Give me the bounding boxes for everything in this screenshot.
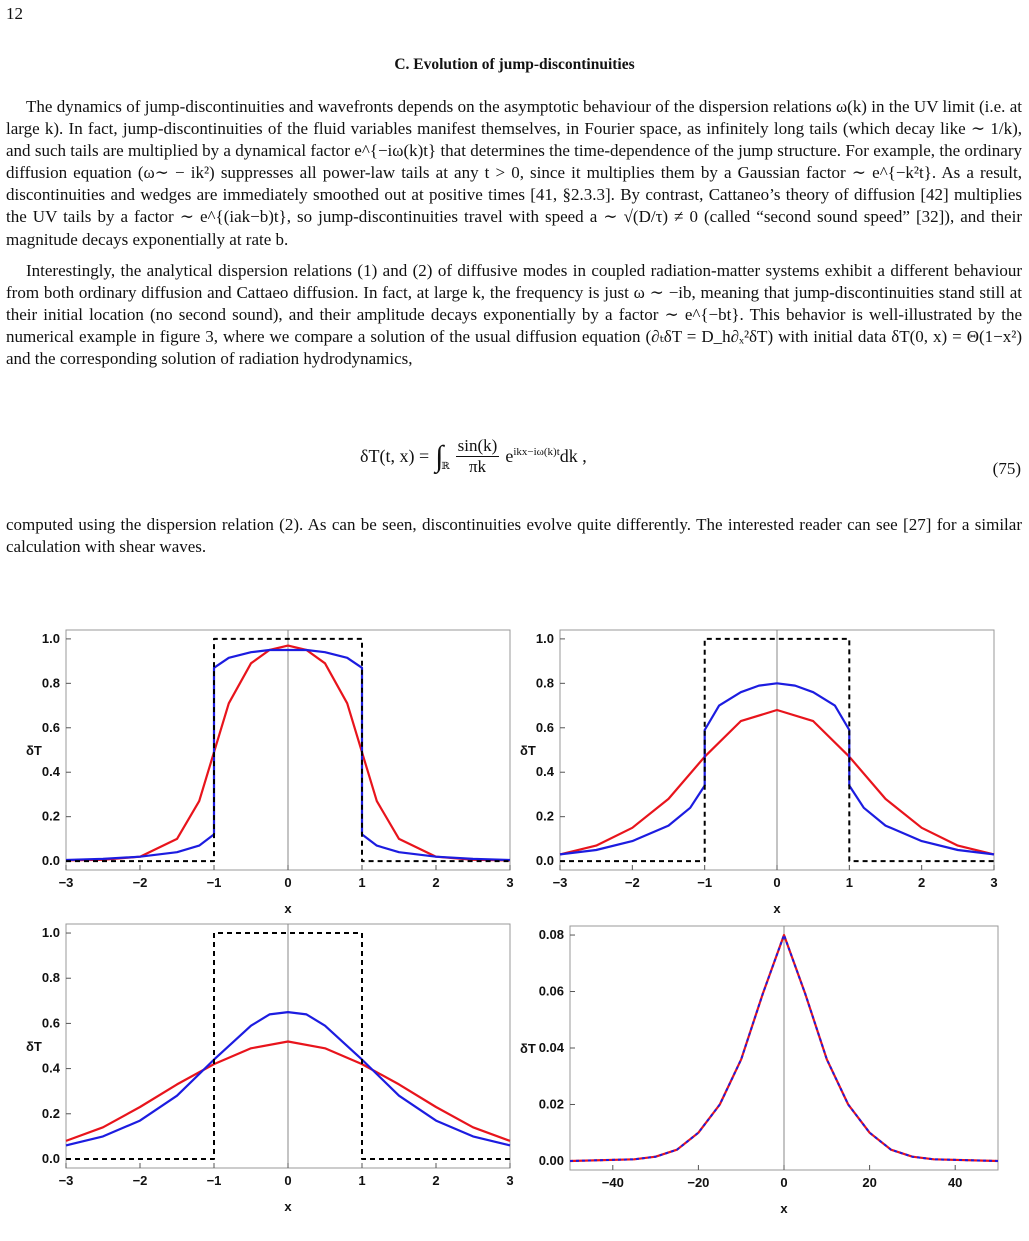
integral-domain: ℝ <box>441 460 450 472</box>
x-tick-label: −40 <box>601 1175 624 1190</box>
y-tick-label: 0.2 <box>535 808 554 824</box>
x-tick-label: 0 <box>773 875 781 890</box>
x-tick-label: 0 <box>284 1173 292 1188</box>
x-tick-label: −2 <box>132 1173 148 1188</box>
x-tick-label: 2 <box>432 875 440 890</box>
exponent: ikx−iω(k)t <box>513 446 560 458</box>
y-tick-label: 0.6 <box>41 1015 60 1031</box>
y-tick-label: 0.00 <box>538 1152 564 1168</box>
y-tick-label: 0.0 <box>41 853 60 869</box>
y-tick-label: 0.4 <box>41 1060 60 1076</box>
paragraph-dispersion-relations: Interestingly, the analytical dispersion relations (1) and (2) of diffusive modes in coupled radiation-matter systems exhibit a different behaviour from both ordinary diffusion and Cattaeo diffusion. In fact, at large k, the frequency is just ω ∼ −ib, meaning that jump-discontinuities stand still at their initial location (no second sound), and their amplitude decays exponentially by a factor ∼ e^{−bt}. This behavior is well-illustrated by the numerical example in figure 3, where we compare a solution of the usual diffusion equation (∂ₜδT = D_h∂ₓ²δT) with initial data δT(0, x) = Θ(1−x²) and the corresponding solution of radiation hydrodynamics, <box>6 261 1022 369</box>
chart-bottom-left-svg <box>20 920 515 1238</box>
page-number: 12 <box>6 4 23 23</box>
x-tick-label: −1 <box>206 875 222 890</box>
x-tick-label: −1 <box>697 875 713 890</box>
y-tick-label: 1.0 <box>535 630 554 646</box>
y-tick-label: 0.04 <box>538 1040 564 1055</box>
chart-top-left-svg <box>20 626 515 918</box>
x-tick-label: −20 <box>687 1175 710 1190</box>
x-tick-label: −3 <box>552 875 568 890</box>
x-tick-label: −3 <box>58 875 74 890</box>
x-axis-label: x <box>284 901 292 916</box>
y-tick-label: 0.06 <box>538 983 564 999</box>
y-tick-label: 0.4 <box>535 764 554 780</box>
x-tick-label: 0 <box>780 1175 788 1190</box>
y-tick-label: 0.6 <box>535 719 554 735</box>
y-tick-label: 0.8 <box>41 970 60 986</box>
equation-number: (75) <box>992 459 1021 478</box>
x-tick-label: −1 <box>206 1173 222 1188</box>
x-tick-label: 1 <box>845 875 853 890</box>
y-tick-label: 0.0 <box>535 853 554 869</box>
fraction-denominator: πk <box>468 457 487 476</box>
x-tick-label: 2 <box>918 875 926 890</box>
y-tick-label: 0.8 <box>41 675 60 691</box>
y-tick-label: 0.4 <box>41 764 60 780</box>
y-axis-label: δT <box>26 743 42 758</box>
paragraph-computed: computed using the dispersion relation (2). As can be seen, discontinuities evolve quite differently. The interested reader can see [27] for a similar calculation with shear waves. <box>6 515 1022 557</box>
chart-bottom-right-svg <box>514 920 1009 1238</box>
x-tick-label: −3 <box>58 1173 74 1188</box>
chart-top-right <box>514 626 1009 918</box>
equation-tail: dk , <box>559 446 587 466</box>
fraction-numerator: sin(k) <box>457 436 498 455</box>
y-tick-label: 1.0 <box>41 630 60 646</box>
equation-fraction <box>456 436 500 477</box>
section-heading: C. Evolution of jump-discontinuities <box>394 56 635 73</box>
y-tick-label: 0.6 <box>41 719 60 735</box>
chart-bottom-right <box>514 920 1009 1238</box>
chart-top-right-svg <box>514 626 1009 918</box>
integral-sign: ∫ <box>435 439 444 473</box>
y-tick-label: 0.0 <box>41 1150 60 1166</box>
y-axis-label: δT <box>520 1041 536 1056</box>
exponent-base: e <box>505 446 514 466</box>
x-tick-label: 3 <box>506 875 514 890</box>
x-tick-label: 0 <box>284 875 292 890</box>
x-tick-label: 1 <box>358 1173 366 1188</box>
y-tick-label: 0.2 <box>41 808 60 824</box>
chart-bottom-left <box>20 920 515 1238</box>
y-tick-label: 1.0 <box>41 925 60 941</box>
x-axis-label: x <box>773 901 781 916</box>
x-tick-label: −2 <box>624 875 640 890</box>
x-tick-label: 3 <box>506 1173 514 1188</box>
y-tick-label: 0.8 <box>535 675 554 691</box>
y-tick-label: 0.02 <box>538 1096 564 1112</box>
x-tick-label: −2 <box>132 875 148 890</box>
x-tick-label: 2 <box>432 1173 440 1188</box>
x-tick-label: 40 <box>947 1175 963 1190</box>
x-tick-label: 1 <box>358 875 366 890</box>
y-tick-label: 0.08 <box>538 927 564 943</box>
equation-75 <box>360 436 587 477</box>
x-axis-label: x <box>284 1199 292 1214</box>
y-tick-label: 0.2 <box>41 1105 60 1121</box>
x-axis-label: x <box>780 1201 788 1216</box>
equation-lhs: δT(t, x) = <box>360 446 430 466</box>
x-tick-label: 20 <box>862 1175 877 1190</box>
chart-top-left <box>20 626 515 918</box>
y-axis-label: δT <box>26 1039 42 1054</box>
x-tick-label: 3 <box>990 875 998 890</box>
paragraph-jump-discontinuities: The dynamics of jump-discontinuities and wavefronts depends on the asymptotic behaviour of the dispersion relations ω(k) in the UV limit (i.e. at large k). In fact, jump-discontinuities of the fluid variables manifest themselves, in Fourier space, as infinitely long tails (which decay like ∼ 1/k), and such tails are multiplied by a dynamical factor e^{−iω(k)t} that determines the time-dependence of the jump structure. For example, the ordinary diffusion equation (ω∼ − ik²) suppresses all power-law tails at any t > 0, since it multiplies them by a Gaussian factor ∼ e^{−k²t}. As a result, discontinuities and wedges are immediately smoothed out at positive times [41, §2.3.3]. By contrast, Cattaneo’s theory of diffusion [42] multiplies the UV tails by a factor ∼ e^{(iak−b)t}, so jump-discontinuities travel with speed a ∼ √(D/τ) ≠ 0 (called “second sound speed” [32]), and their magnitude decays exponentially at rate b. <box>6 97 1022 249</box>
y-axis-label: δT <box>520 743 536 758</box>
